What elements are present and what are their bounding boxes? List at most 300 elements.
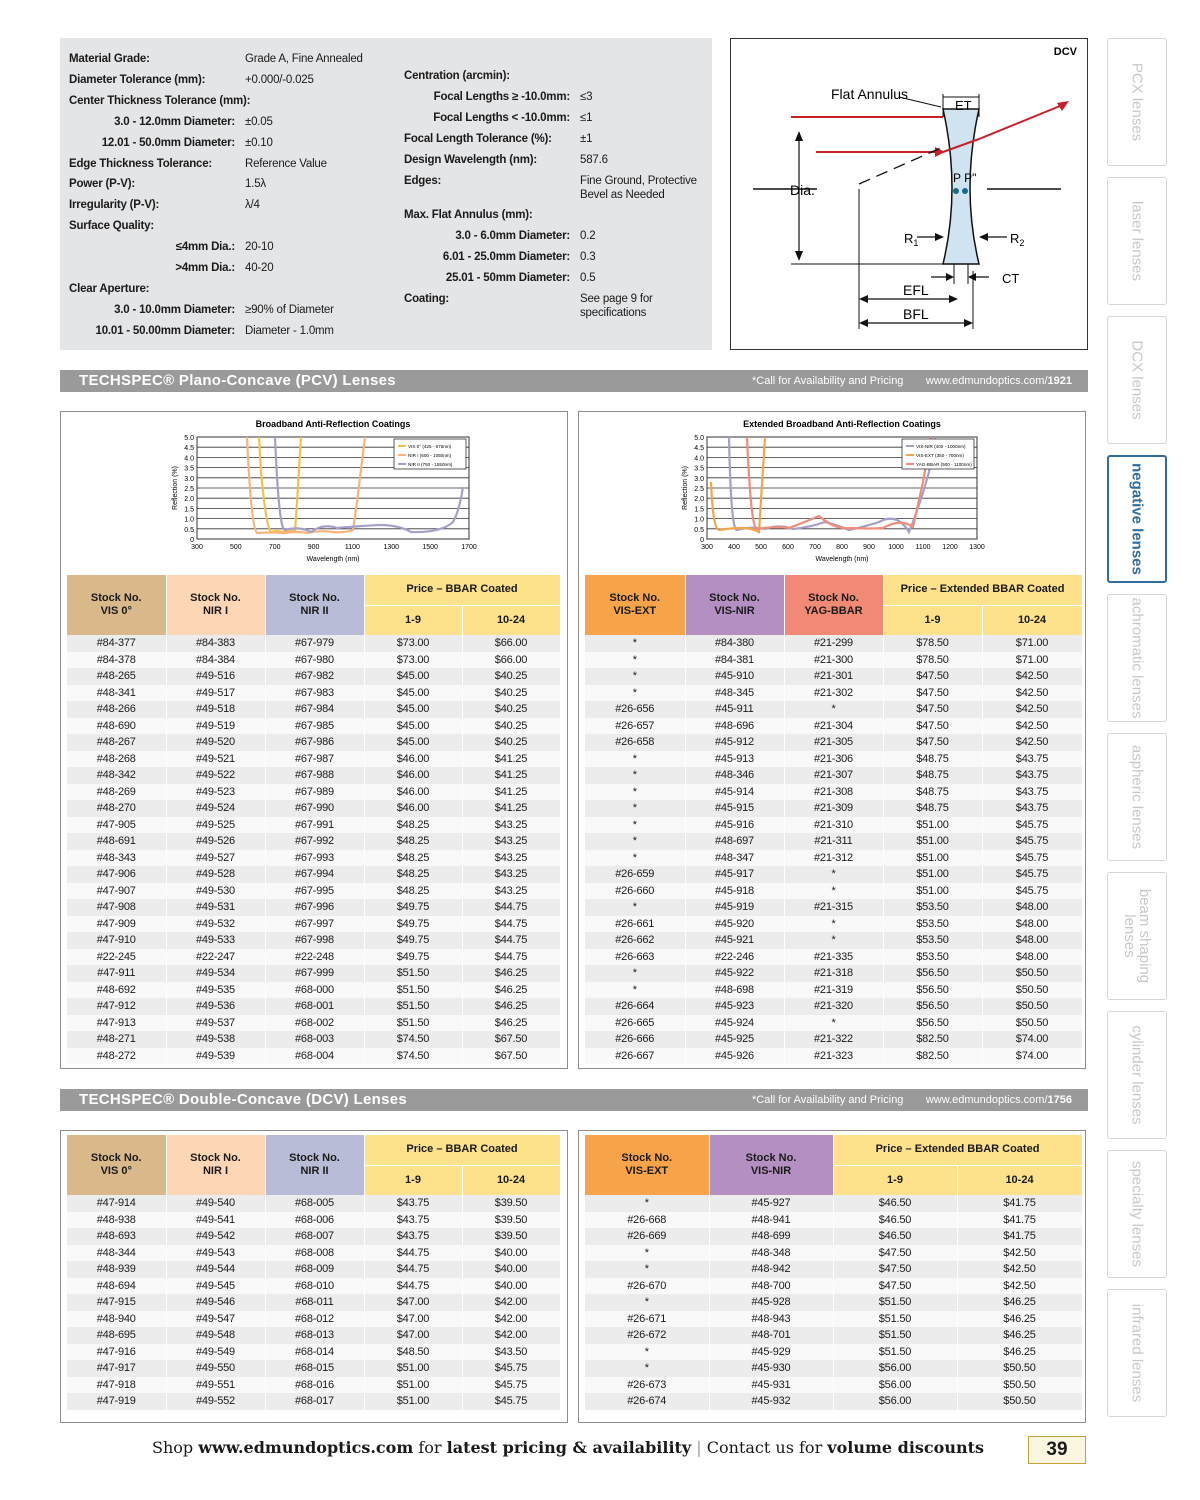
table-cell: #48-342: [67, 767, 166, 784]
spec-label: 12.01 - 50.0mm Diameter:: [101, 136, 235, 149]
table-row: [67, 1344, 560, 1361]
table-cell: $46.00: [364, 784, 462, 801]
table-cell: *: [585, 1294, 709, 1311]
table-cell: #68-006: [265, 1212, 364, 1229]
diagram-tag: DCV: [1053, 46, 1077, 58]
spec-value: ≥90% of Diameter: [245, 303, 334, 316]
side-tab-label: infrared lenses: [1128, 1303, 1146, 1403]
table-cell: $41.75: [957, 1212, 1082, 1229]
table-cell: #48-701: [709, 1327, 833, 1344]
table-cell: #49-542: [166, 1228, 265, 1245]
table-cell: #45-910: [685, 668, 784, 685]
y-tick-label: 4.0: [694, 455, 704, 463]
table-cell: $44.75: [462, 916, 560, 933]
table-cell: #48-344: [67, 1245, 166, 1262]
table-cell: $74.50: [364, 1048, 462, 1065]
table-cell: #21-318: [784, 965, 883, 982]
table-cell: #26-659: [585, 866, 685, 883]
table-cell: $43.75: [364, 1195, 462, 1212]
extended-bbar-reflection-chart: [579, 412, 1085, 572]
center-thickness-label: CT: [1002, 271, 1020, 286]
side-tab-laser-lenses[interactable]: [1107, 177, 1167, 305]
table-cell: $48.75: [883, 800, 982, 817]
y-tick-label: 1.5: [184, 506, 194, 514]
table-cell: $51.50: [833, 1327, 957, 1344]
y-tick-label: 1.0: [694, 516, 704, 524]
table-cell: #67-988: [265, 767, 364, 784]
table-row: [67, 1245, 560, 1262]
table-cell: $51.50: [833, 1344, 957, 1361]
table-cell: #47-915: [67, 1294, 166, 1311]
table-cell: $48.25: [364, 883, 462, 900]
table-row: [585, 751, 1082, 768]
table-cell: #48-271: [67, 1031, 166, 1048]
y-tick-label: 5.0: [694, 435, 704, 442]
specifications-panel: [60, 38, 712, 350]
table-cell: #84-381: [685, 652, 784, 669]
x-tick-label: 1100: [344, 544, 360, 551]
table-cell: $48.00: [982, 899, 1082, 916]
y-tick-label: 2.0: [694, 496, 704, 504]
bbar-reflection-chart: [61, 412, 567, 572]
table-cell: *: [784, 866, 883, 883]
table-cell: #49-550: [166, 1360, 265, 1377]
table-cell: #26-664: [585, 998, 685, 1015]
table-cell: #45-917: [685, 866, 784, 883]
table-cell: $78.50: [883, 652, 982, 669]
spec-value: λ/4: [245, 199, 260, 212]
table-cell: #26-670: [585, 1278, 709, 1295]
spec-value: 20-10: [245, 241, 274, 254]
table-cell: $48.50: [364, 1344, 462, 1361]
table-cell: #47-910: [67, 932, 166, 949]
efl-label: EFL: [903, 282, 929, 298]
table-cell: #21-319: [784, 982, 883, 999]
table-cell: #26-674: [585, 1393, 709, 1410]
table-cell: $51.00: [364, 1377, 462, 1394]
table-cell: $46.50: [833, 1195, 957, 1212]
table-row: [585, 817, 1082, 834]
table-cell: #49-532: [166, 916, 265, 933]
table-row: [67, 965, 560, 982]
table-row: [585, 998, 1082, 1015]
table-row: [67, 800, 560, 817]
table-cell: #47-909: [67, 916, 166, 933]
table-cell: $66.00: [462, 635, 560, 652]
col-header-qty-10-24: 10-24: [957, 1165, 1082, 1195]
table-cell: #68-000: [265, 982, 364, 999]
table-cell: $47.50: [883, 734, 982, 751]
spec-value-continued: specifications: [580, 307, 647, 319]
table-cell: $46.00: [364, 751, 462, 768]
table-cell: #49-544: [166, 1261, 265, 1278]
table-cell: #45-931: [709, 1377, 833, 1394]
legend-entry: YAG-BBAR (500 - 1100nm): [916, 462, 972, 467]
table-cell: $39.50: [462, 1195, 560, 1212]
table-cell: $51.00: [883, 866, 982, 883]
table-row: [67, 1048, 560, 1065]
table-cell: #67-996: [265, 899, 364, 916]
table-row: [585, 1048, 1082, 1065]
x-tick-label: 600: [782, 544, 794, 551]
table-row: [67, 982, 560, 999]
table-cell: $43.50: [462, 1344, 560, 1361]
table-cell: $45.75: [982, 817, 1082, 834]
y-tick-label: 2.0: [184, 496, 194, 504]
col-header-nir2: Stock No. NIR II: [265, 1135, 364, 1195]
col-header-qty-10-24: 10-24: [982, 605, 1082, 635]
dcv-section-header: [60, 1089, 1088, 1111]
spec-value: +0.000/-0.025: [245, 73, 314, 86]
table-cell: $45.75: [462, 1377, 560, 1394]
y-tick-label: 4.5: [694, 445, 704, 453]
table-cell: $50.50: [982, 982, 1082, 999]
spec-value: Reference Value: [245, 157, 327, 170]
table-cell: #68-011: [265, 1294, 364, 1311]
side-tab-infrared-lenses[interactable]: [1107, 1289, 1167, 1417]
table-cell: #49-516: [166, 668, 265, 685]
table-cell: #67-990: [265, 800, 364, 817]
table-row: [585, 701, 1082, 718]
x-tick-label: 300: [701, 544, 713, 551]
table-cell: $46.25: [462, 965, 560, 982]
chart-title: Broadband Anti-Reflection Coatings: [255, 419, 411, 429]
table-cell: $48.00: [982, 932, 1082, 949]
table-cell: $49.75: [364, 932, 462, 949]
table-cell: #45-912: [685, 734, 784, 751]
x-tick-label: 500: [755, 544, 767, 551]
table-cell: #26-668: [585, 1212, 709, 1229]
table-cell: #26-671: [585, 1311, 709, 1328]
table-cell: #48-938: [67, 1212, 166, 1229]
table-cell: *: [585, 1344, 709, 1361]
table-cell: #49-530: [166, 883, 265, 900]
table-cell: $47.50: [833, 1278, 957, 1295]
table-cell: #48-690: [67, 718, 166, 735]
spec-value-continued: Bevel as Needed: [580, 188, 665, 201]
table-cell: #26-667: [585, 1048, 685, 1065]
table-cell: #49-523: [166, 784, 265, 801]
spec-value: 0.2: [580, 230, 596, 243]
y-tick-label: 0: [190, 537, 194, 544]
table-cell: $40.00: [462, 1278, 560, 1295]
table-cell: #22-246: [685, 949, 784, 966]
table-cell: $39.50: [462, 1212, 560, 1229]
table-cell: $47.50: [833, 1245, 957, 1262]
table-cell: $47.50: [883, 718, 982, 735]
table-row: [585, 883, 1082, 900]
table-cell: #45-916: [685, 817, 784, 834]
spec-label: Coating:: [404, 293, 450, 305]
table-cell: $48.75: [883, 767, 982, 784]
spec-value: ≤3: [580, 90, 593, 103]
y-tick-label: 2.5: [694, 486, 704, 493]
table-row: [67, 1212, 560, 1229]
table-row: [67, 652, 560, 669]
table-cell: $56.50: [883, 965, 982, 982]
table-cell: $51.50: [364, 982, 462, 999]
spec-label: Power (P-V):: [69, 178, 135, 191]
chart-title: Extended Broadband Anti-Reflection Coatings: [743, 419, 941, 429]
table-cell: #48-265: [67, 668, 166, 685]
table-row: [585, 1261, 1082, 1278]
table-cell: *: [784, 1015, 883, 1032]
table-row: [585, 899, 1082, 916]
side-tab-dcx-lenses[interactable]: [1107, 316, 1167, 444]
dcv-lens-diagram: [730, 38, 1088, 350]
table-cell: *: [784, 916, 883, 933]
table-cell: $46.25: [462, 998, 560, 1015]
table-cell: *: [585, 850, 685, 867]
spec-label: Max. Flat Annulus (mm):: [404, 209, 533, 222]
spec-value: 1.5λ: [245, 178, 266, 191]
side-tab-label: specialty lenses: [1128, 1161, 1146, 1267]
table-cell: $40.00: [462, 1261, 560, 1278]
col-header-qty-1-9: 1-9: [833, 1165, 957, 1195]
table-cell: #48-268: [67, 751, 166, 768]
table-cell: $47.00: [364, 1327, 462, 1344]
table-cell: $46.00: [364, 767, 462, 784]
col-header-nir2: Stock No. NIR II: [265, 575, 364, 635]
table-row: [67, 817, 560, 834]
table-cell: $42.00: [462, 1327, 560, 1344]
pcv-url-link[interactable]: www.edmundoptics.com/1921: [925, 375, 1072, 387]
col-header-price: Price – Extended BBAR Coated: [883, 575, 1082, 605]
table-row: [67, 883, 560, 900]
table-row: [67, 767, 560, 784]
table-cell: $48.75: [883, 784, 982, 801]
table-row: [585, 718, 1082, 735]
table-cell: #48-343: [67, 850, 166, 867]
table-cell: #45-922: [685, 965, 784, 982]
table-cell: #68-010: [265, 1278, 364, 1295]
spec-value: ±1: [580, 132, 593, 145]
table-row: [585, 1245, 1082, 1262]
table-cell: $67.50: [462, 1031, 560, 1048]
table-cell: #26-673: [585, 1377, 709, 1394]
spec-label: Focal Lengths ≥ -10.0mm:: [433, 90, 570, 103]
table-cell: #68-017: [265, 1393, 364, 1410]
x-tick-label: 1200: [942, 544, 958, 551]
table-cell: $49.75: [364, 899, 462, 916]
table-cell: #68-008: [265, 1245, 364, 1262]
table-cell: #67-992: [265, 833, 364, 850]
legend-entry: VIS-NIR (400 - 1000nm): [916, 444, 966, 449]
table-cell: $40.25: [462, 668, 560, 685]
table-cell: #48-695: [67, 1327, 166, 1344]
table-cell: #67-994: [265, 866, 364, 883]
side-tab-label: achromatic lenses: [1128, 597, 1146, 719]
side-tab-label: cylinder lenses: [1128, 1025, 1146, 1125]
table-row: [585, 949, 1082, 966]
dcv-url-link[interactable]: www.edmundoptics.com/1756: [925, 1094, 1072, 1106]
side-tab-cylinder-lenses[interactable]: [1107, 1011, 1167, 1139]
table-cell: *: [585, 800, 685, 817]
table-cell: $71.00: [982, 652, 1082, 669]
legend-entry: NIR I (600 - 1050nm): [408, 453, 452, 458]
side-tab-label: laser lenses: [1128, 200, 1146, 282]
table-row: [67, 1294, 560, 1311]
table-cell: #68-009: [265, 1261, 364, 1278]
table-cell: $43.25: [462, 817, 560, 834]
table-cell: $53.50: [883, 949, 982, 966]
table-cell: #48-341: [67, 685, 166, 702]
table-cell: $53.50: [883, 932, 982, 949]
y-tick-label: 4.5: [184, 445, 194, 453]
footer-site-link[interactable]: www.edmundoptics.com: [198, 1438, 414, 1457]
spec-label: Center Thickness Tolerance (mm):: [69, 94, 251, 107]
table-row: [67, 1228, 560, 1245]
spec-label: 3.0 - 12.0mm Diameter:: [114, 115, 235, 128]
table-cell: $47.00: [364, 1311, 462, 1328]
table-cell: #67-980: [265, 652, 364, 669]
table-row: [585, 1377, 1082, 1394]
table-cell: #21-311: [784, 833, 883, 850]
table-cell: #49-528: [166, 866, 265, 883]
y-tick-label: 3.0: [694, 475, 704, 483]
table-cell: $46.25: [957, 1327, 1082, 1344]
col-header-qty-1-9: 1-9: [364, 1165, 462, 1195]
table-cell: $45.00: [364, 701, 462, 718]
table-cell: $47.50: [883, 685, 982, 702]
col-header-vis-nir: Stock No. VIS-NIR: [685, 575, 784, 635]
col-header-qty-10-24: 10-24: [462, 1165, 560, 1195]
table-cell: #48-348: [709, 1245, 833, 1262]
table-cell: #68-013: [265, 1327, 364, 1344]
table-row: [585, 1212, 1082, 1229]
side-tab-beam-shaping-lenses[interactable]: [1107, 872, 1167, 1000]
side-tab-aspheric-lenses[interactable]: [1107, 733, 1167, 861]
table-cell: #68-005: [265, 1195, 364, 1212]
table-cell: $45.75: [982, 883, 1082, 900]
table-row: [67, 751, 560, 768]
side-tab-achromatic-lenses[interactable]: [1107, 594, 1167, 722]
table-cell: #49-526: [166, 833, 265, 850]
edge-thickness-label: ET: [955, 98, 972, 113]
spec-value: 40-20: [245, 262, 274, 274]
spec-label: 3.0 - 6.0mm Diameter:: [455, 230, 570, 243]
table-cell: $50.50: [982, 998, 1082, 1015]
flat-annulus-label: Flat Annulus: [831, 86, 909, 102]
table-row: [67, 949, 560, 966]
table-cell: $42.50: [957, 1245, 1082, 1262]
table-cell: #49-548: [166, 1327, 265, 1344]
pcv-extended-bbar-price-table: [585, 575, 1083, 1064]
table-cell: $41.25: [462, 800, 560, 817]
table-cell: $74.00: [982, 1048, 1082, 1065]
table-row: [67, 635, 560, 652]
table-row: [585, 916, 1082, 933]
table-cell: #26-672: [585, 1327, 709, 1344]
side-tab-label: DCX lenses: [1128, 340, 1146, 420]
table-row: [585, 1228, 1082, 1245]
table-cell: #49-551: [166, 1377, 265, 1394]
table-cell: $48.25: [364, 866, 462, 883]
table-cell: #47-919: [67, 1393, 166, 1410]
table-cell: #49-536: [166, 998, 265, 1015]
table-cell: #26-658: [585, 734, 685, 751]
spec-value: Fine Ground, Protective: [580, 174, 697, 187]
table-cell: #68-004: [265, 1048, 364, 1065]
side-tab-negative-lenses[interactable]: [1107, 455, 1167, 583]
table-cell: $82.50: [883, 1048, 982, 1065]
table-cell: *: [585, 965, 685, 982]
table-cell: *: [585, 635, 685, 652]
table-cell: $74.00: [982, 1031, 1082, 1048]
table-cell: #67-997: [265, 916, 364, 933]
table-cell: #21-302: [784, 685, 883, 702]
table-cell: #68-012: [265, 1311, 364, 1328]
table-cell: #67-993: [265, 850, 364, 867]
table-cell: #48-698: [685, 982, 784, 999]
table-cell: #21-312: [784, 850, 883, 867]
table-cell: $51.50: [364, 965, 462, 982]
y-tick-label: 4.0: [184, 455, 194, 463]
table-row: [585, 800, 1082, 817]
table-cell: $46.50: [833, 1228, 957, 1245]
table-cell: #45-925: [685, 1031, 784, 1048]
legend-entry: NIR II (750 - 1550nm): [408, 462, 453, 467]
table-row: [67, 998, 560, 1015]
table-cell: #45-932: [709, 1393, 833, 1410]
table-cell: #48-270: [67, 800, 166, 817]
table-cell: $45.00: [364, 685, 462, 702]
table-cell: #49-517: [166, 685, 265, 702]
col-header-qty-1-9: 1-9: [364, 605, 462, 635]
table-cell: $45.75: [462, 1393, 560, 1410]
table-cell: $40.25: [462, 701, 560, 718]
table-cell: #48-691: [67, 833, 166, 850]
table-cell: #67-989: [265, 784, 364, 801]
table-row: [67, 899, 560, 916]
table-cell: #48-693: [67, 1228, 166, 1245]
table-cell: $46.00: [364, 800, 462, 817]
table-cell: $45.00: [364, 734, 462, 751]
table-cell: $47.50: [833, 1261, 957, 1278]
table-cell: $43.75: [364, 1212, 462, 1229]
col-header-vis0: Stock No. VIS 0°: [67, 575, 166, 635]
availability-note: *Call for Availability and Pricing: [752, 375, 904, 387]
table-cell: $45.00: [364, 718, 462, 735]
table-row: [67, 1195, 560, 1212]
table-row: [585, 767, 1082, 784]
col-header-yag-bbar: Stock No. YAG-BBAR: [784, 575, 883, 635]
table-cell: #49-546: [166, 1294, 265, 1311]
y-tick-label: 5.0: [184, 435, 194, 442]
table-cell: #48-267: [67, 734, 166, 751]
table-cell: *: [585, 652, 685, 669]
table-cell: #49-534: [166, 965, 265, 982]
y-tick-label: 0.5: [184, 526, 194, 534]
table-cell: $46.50: [833, 1212, 957, 1229]
table-cell: #26-663: [585, 949, 685, 966]
side-tab-pcx-lenses[interactable]: [1107, 38, 1167, 166]
table-cell: *: [585, 767, 685, 784]
table-row: [585, 1393, 1082, 1410]
table-cell: #21-310: [784, 817, 883, 834]
side-tab-specialty-lenses[interactable]: [1107, 1150, 1167, 1278]
spec-label: Clear Aperture:: [69, 282, 150, 295]
table-row: [67, 701, 560, 718]
table-cell: #26-662: [585, 932, 685, 949]
col-header-vis-ext: Stock No. VIS-EXT: [585, 1135, 709, 1195]
table-cell: #45-924: [685, 1015, 784, 1032]
spec-value: ±0.10: [245, 136, 273, 149]
col-header-vis0: Stock No. VIS 0°: [67, 1135, 166, 1195]
table-cell: *: [784, 932, 883, 949]
table-row: [67, 1311, 560, 1328]
y-axis-label: Reflection (%): [682, 466, 689, 510]
